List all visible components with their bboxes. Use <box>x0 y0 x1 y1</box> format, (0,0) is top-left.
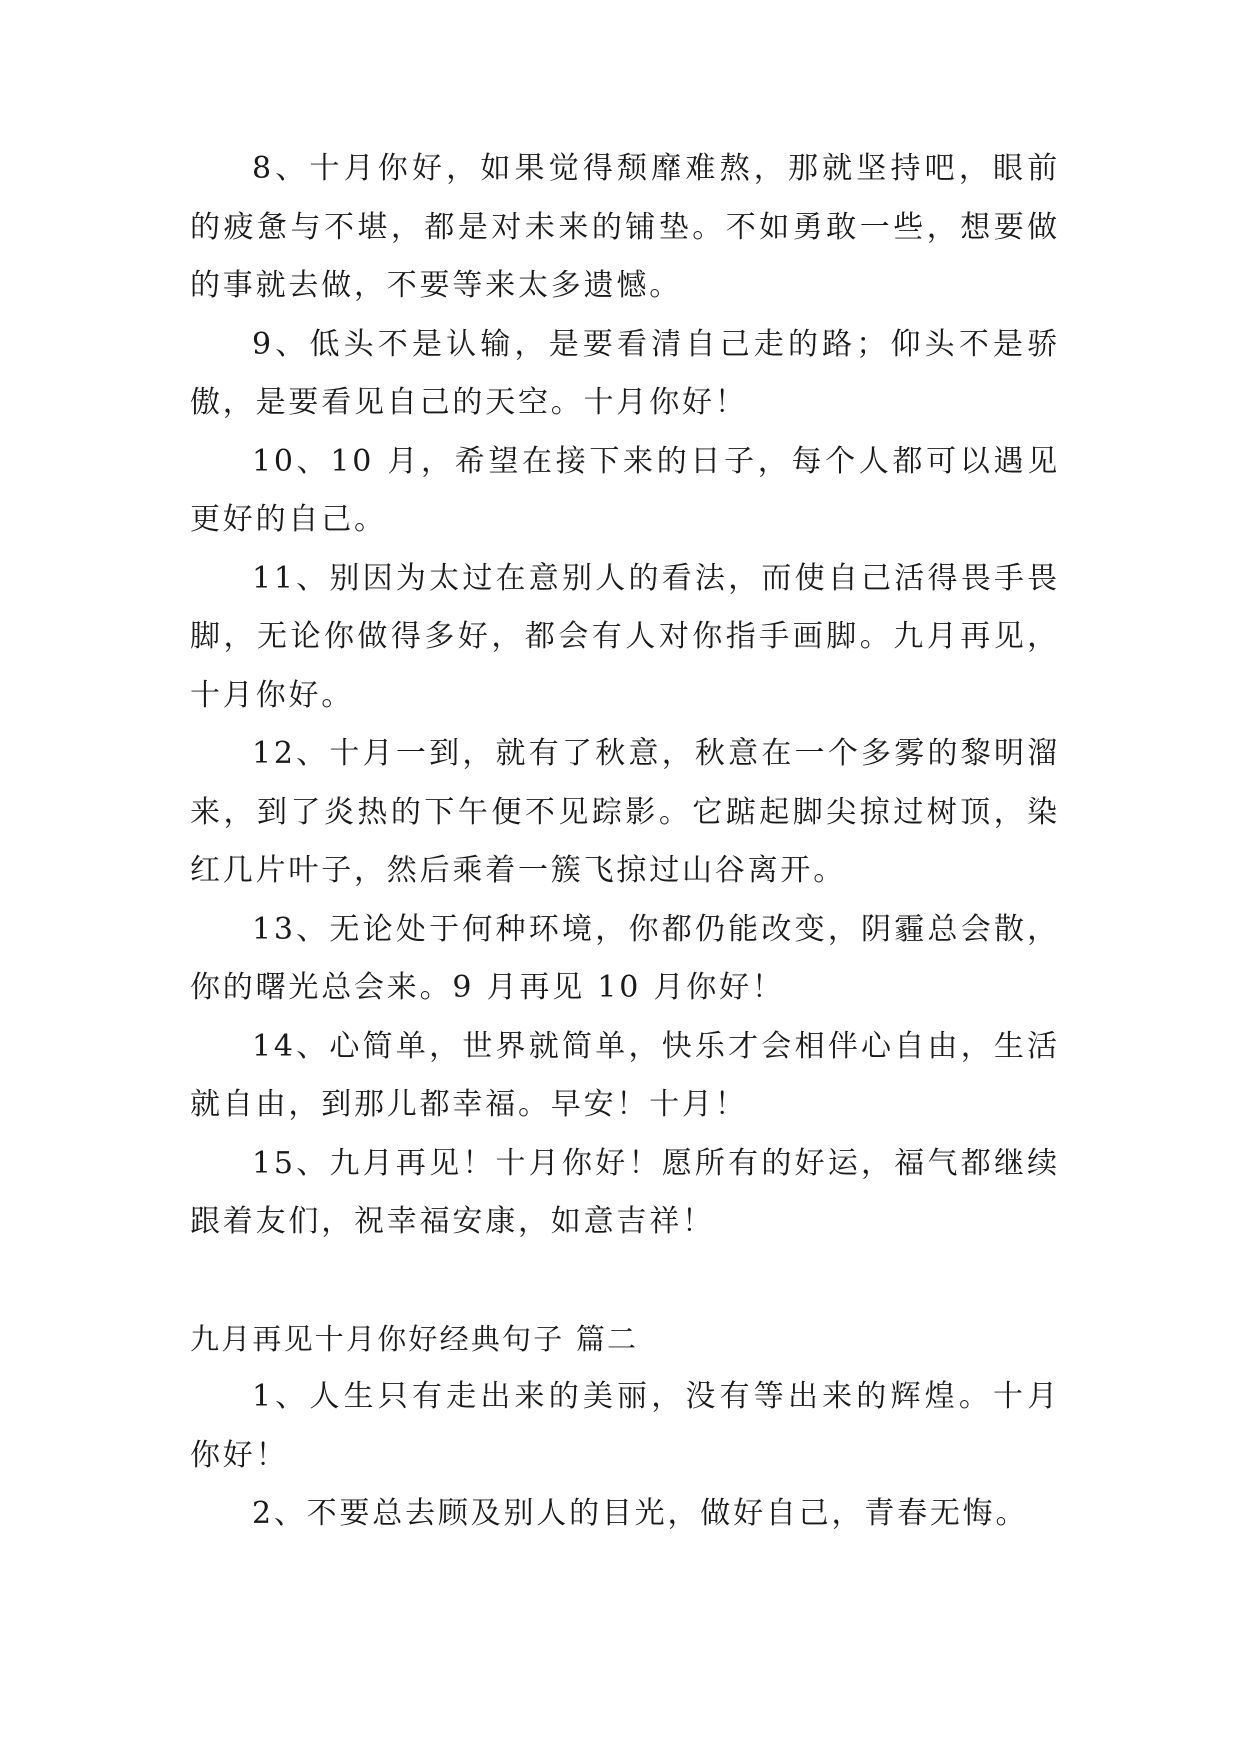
paragraph-15: 15、九月再见！十月你好！愿所有的好运，福气都继续跟着友们，祝幸福安康，如意吉祥！ <box>190 1145 1060 1239</box>
paragraph-part2-2: 2、不要总去顾及别人的目光，做好自己，青春无悔。 <box>252 1496 1029 1531</box>
section-heading: 九月再见十月你好经典句子 篇二 <box>190 1321 639 1356</box>
paragraph-part2-1: 1、人生只有走出来的美丽，没有等出来的辉煌。十月你好！ <box>190 1379 1060 1473</box>
paragraph-11: 11、别因为太过在意别人的看法，而使自己活得畏手畏脚，无论你做得多好，都会有人对你指手画脚。九月再见，十月你好。 <box>190 560 1060 713</box>
paragraph-9: 9、低头不是认输，是要看清自己走的路；仰头不是骄傲，是要看见自己的天空。十月你好！ <box>190 326 1060 420</box>
document-page <box>190 140 1060 1544</box>
paragraph-14: 14、心简单，世界就简单，快乐才会相伴心自由，生活就自由，到那儿都幸福。早安！十月！ <box>190 1028 1060 1122</box>
paragraph-8: 8、十月你好，如果觉得颓靡难熬，那就坚持吧，眼前的疲惫与不堪，都是对未来的铺垫。不如勇敢一些，想要做的事就去做，不要等来太多遗憾。 <box>190 151 1060 303</box>
paragraph-13: 13、无论处于何种环境，你都仍能改变，阴霾总会散，你的曙光总会来。9 月再见 10 月你好！ <box>190 911 1060 1005</box>
paragraph-12: 12、十月一到，就有了秋意，秋意在一个多雾的黎明溜来，到了炎热的下午便不见踪影。它踮起脚尖掠过树顶，染红几片叶子，然后乘着一簇飞掠过山谷离开。 <box>190 736 1060 888</box>
paragraph-10: 10、10 月，希望在接下来的日子，每个人都可以遇见更好的自己。 <box>190 443 1060 537</box>
